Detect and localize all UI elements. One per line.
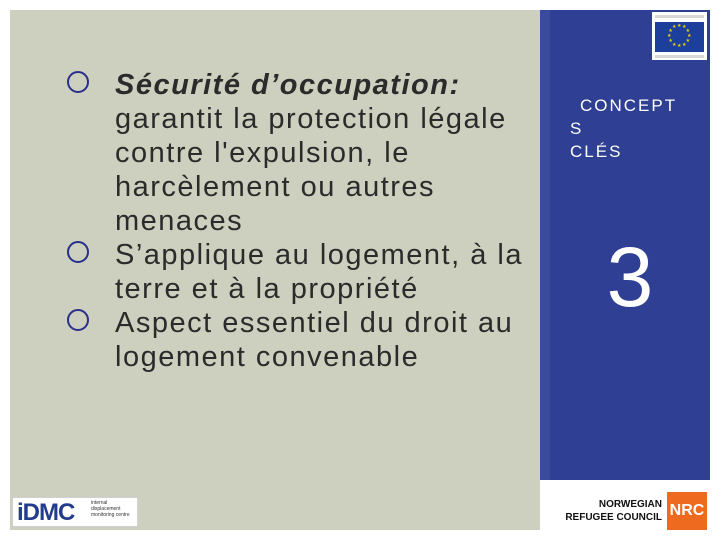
nrc-name-line-1: NORWEGIAN	[598, 499, 662, 510]
panel-divider	[540, 10, 550, 480]
eu-star-icon: ★	[677, 43, 682, 49]
main-content-panel	[10, 10, 540, 530]
concept-title	[570, 94, 700, 163]
bullet-item	[67, 68, 537, 238]
concept-number: 3	[606, 230, 654, 324]
eu-star-icon: ★	[685, 38, 691, 44]
bullet-item	[67, 306, 537, 374]
eu-star-icon: ★	[672, 24, 677, 31]
bullet-text: garantit la protection légale contre l'expulsion, le harcèlement ou autres menaces	[115, 103, 507, 237]
concept-line-1: CONCEPT	[580, 96, 678, 115]
nrc-logo-name	[556, 498, 662, 524]
eu-star-icon: ★	[668, 38, 673, 44]
idmc-logo-tagline: internal displacement monitoring centre	[91, 500, 130, 518]
concept-line-2: S	[570, 119, 584, 138]
eu-star-icon: ★	[677, 23, 682, 29]
eu-star-icon: ★	[687, 33, 692, 39]
bullet-title: Sécurité d’occupation:	[115, 69, 461, 101]
eu-footer-line	[655, 55, 704, 58]
bullet-circle-icon	[67, 309, 89, 331]
eu-star-icon: ★	[667, 33, 672, 39]
eu-flag-icon	[655, 22, 704, 52]
eu-star-icon: ★	[682, 41, 687, 48]
bullet-text: Aspect essentiel du droit au logement convenable	[115, 307, 514, 373]
idmc-logo-text: iDMC	[17, 499, 75, 526]
eu-star-icon: ★	[672, 41, 677, 48]
bullet-item	[67, 238, 537, 306]
bullet-circle-icon	[67, 71, 89, 93]
bullet-circle-icon	[67, 241, 89, 263]
eu-flag-logo	[652, 12, 707, 60]
nrc-logo-mark: NRC	[667, 492, 707, 530]
concept-line-3: CLÉS	[570, 142, 623, 161]
eu-star-icon: ★	[668, 28, 673, 34]
eu-star-icon: ★	[682, 24, 687, 31]
bullet-list	[67, 68, 537, 374]
eu-star-icon: ★	[685, 28, 691, 34]
nrc-logo	[550, 488, 710, 534]
idmc-logo	[12, 497, 138, 527]
bullet-text: S’applique au logement, à la terre et à la propriété	[115, 239, 523, 305]
eu-header-line	[655, 15, 704, 18]
nrc-name-line-2: REFUGEE COUNCIL	[565, 512, 662, 523]
